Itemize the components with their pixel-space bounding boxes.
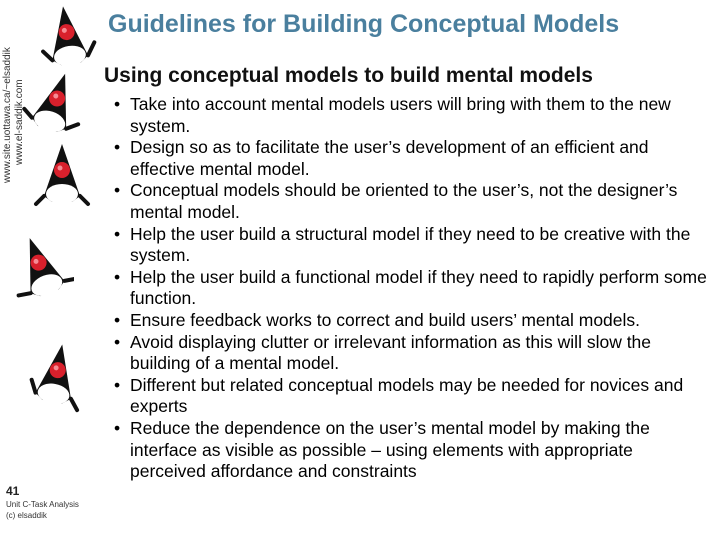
footer-author: (c) elsaddik: [6, 511, 47, 520]
slide-title: Guidelines for Building Conceptual Models: [108, 10, 620, 38]
footer-credits: [6, 499, 79, 521]
bullet-item: • Ensure feedback works to correct and build users’ mental models.: [108, 310, 708, 332]
duke-mascot-icon: [10, 232, 74, 306]
bullet-item: • Help the user build a functional model if they need to rapidly perform some function.: [108, 267, 708, 310]
bullet-item: • Different but related conceptual models may be needed for novices and experts: [108, 375, 708, 418]
footer-course: Unit C-Task Analysis: [6, 500, 79, 509]
bullet-item: • Reduce the dependence on the user’s mental model by making the interface as visible as possible – using elements with appropriate perceived affordance and constraints: [108, 418, 708, 483]
duke-mascot-icon: [30, 140, 94, 214]
homepage-url-vertical: www.el-saddik.com: [14, 79, 25, 165]
bullet-item: • Help the user build a structural model if they need to be creative with the system.: [108, 224, 708, 267]
bullet-list: [108, 94, 708, 483]
bullet-item: • Avoid displaying clutter or irrelevant information as this will slow the building of a mental model.: [108, 332, 708, 375]
bullet-item: • Take into account mental models users will bring with them to the new system.: [108, 94, 708, 137]
duke-mascot-icon: [24, 340, 88, 414]
duke-mascot-icon: [36, 2, 100, 76]
site-url-vertical: www.site.uottawa.ca/~elsaddik: [2, 47, 13, 183]
bullet-item: • Design so as to facilitate the user’s development of an efficient and effective mental model.: [108, 137, 708, 180]
slide-subtitle: Using conceptual models to build mental models: [104, 64, 593, 87]
page-number: 41: [6, 484, 20, 498]
duke-mascot-icon: [22, 68, 86, 142]
bullet-item: • Conceptual models should be oriented to the user’s, not the designer’s mental model.: [108, 180, 708, 223]
